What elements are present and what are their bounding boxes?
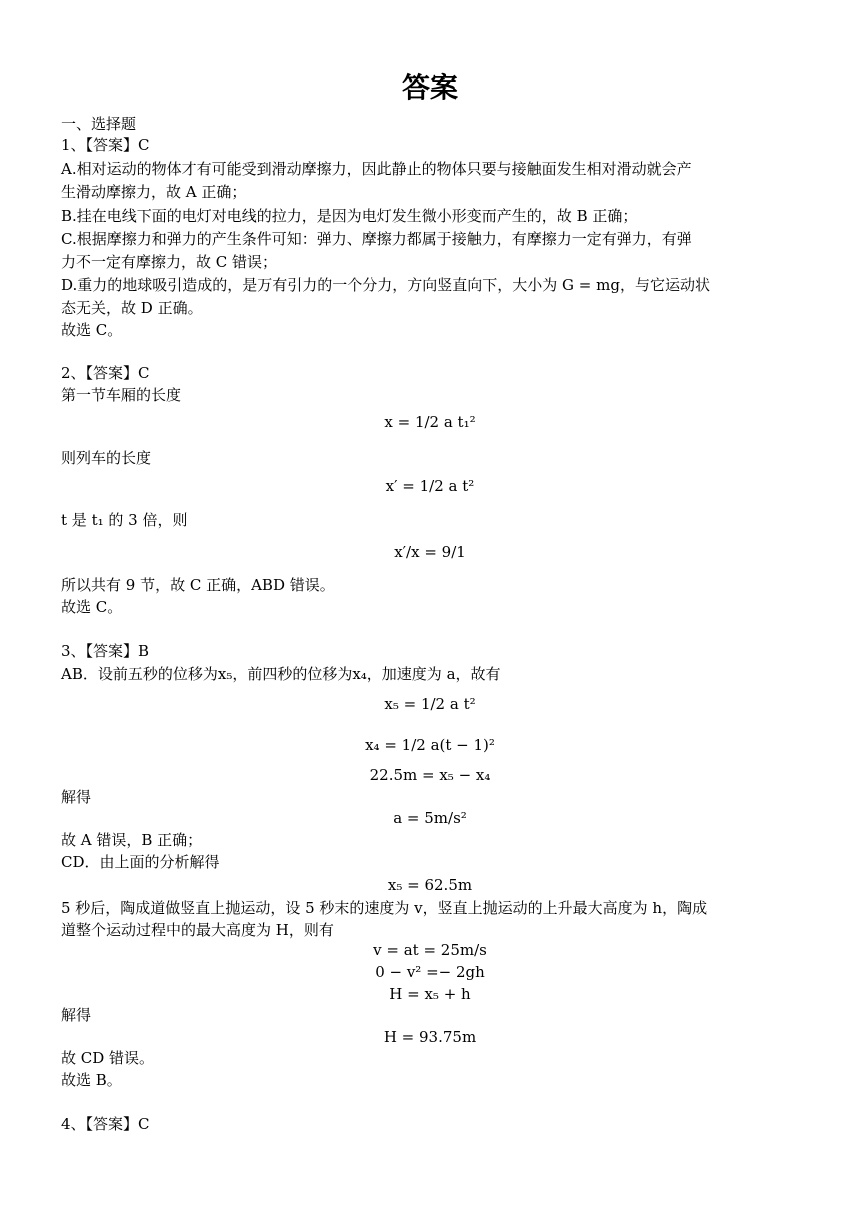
q3-conclusion: 故选 B。	[61, 1071, 122, 1089]
q3-text-6: 道整个运动过程中的最大高度为 H，则有	[61, 921, 334, 939]
q3-text-2: 解得	[61, 788, 92, 806]
q3-text-7: 解得	[61, 1006, 92, 1024]
q2-answer-head: 2、【答案】C	[61, 364, 150, 382]
q1-answer-head: 1、【答案】C	[61, 136, 150, 154]
q2-conclusion: 故选 C。	[61, 598, 123, 616]
q2-text-3: t 是 t₁ 的 3 倍，则	[61, 511, 188, 529]
q2-text-1: 第一节车厢的长度	[61, 386, 182, 404]
q3-equation-5: x₅ = 62.5m	[387, 876, 473, 894]
q3-equation-6: v = at = 25m/s	[373, 941, 487, 959]
q3-text-3: 故 A 错误，B 正确；	[61, 831, 203, 849]
q2-equation-1: x = 1/2 a t₁²	[384, 413, 476, 431]
q2-equation-2: x′ = 1/2 a t²	[385, 477, 475, 495]
q1-option-a-line1: A.相对运动的物体才有可能受到滑动摩擦力，因此静止的物体只要与接触面发生相对滑动就会产	[61, 160, 692, 178]
q1-option-c-line2: 力不一定有摩擦力，故 C 错误；	[61, 253, 278, 271]
q3-equation-9: H = 93.75m	[383, 1028, 477, 1046]
q3-equation-2: x₄ = 1/2 a(t − 1)²	[365, 736, 495, 754]
q2-text-2: 则列车的长度	[61, 449, 152, 467]
q3-text-5: 5 秒后，陶成道做竖直上抛运动，设 5 秒末的速度为 v，竖直上抛运动的上升最大高度为 h，陶成	[61, 899, 708, 917]
q1-option-c-line1: C.根据摩擦力和弹力的产生条件可知：弹力、摩擦力都属于接触力，有摩擦力一定有弹力，有弹	[61, 230, 692, 248]
q3-equation-4: a = 5m/s²	[393, 809, 467, 827]
q1-option-d-line1: D.重力的地球吸引造成的，是万有引力的一个分力，方向竖直向下，大小为 G = mg，与它运动状	[61, 276, 710, 294]
q3-text-1: AB．设前五秒的位移为x₅，前四秒的位移为x₄，加速度为 a，故有	[61, 665, 501, 683]
q1-conclusion: 故选 C。	[61, 321, 123, 339]
q2-text-4: 所以共有 9 节，故 C 正确，ABD 错误。	[61, 576, 335, 594]
page-title: 答案	[401, 71, 458, 104]
q3-text-8: 故 CD 错误。	[61, 1049, 155, 1067]
q1-option-d-line2: 态无关，故 D 正确。	[61, 299, 203, 317]
q3-equation-3: 22.5m = x₅ − x₄	[369, 766, 491, 784]
q4-answer-head: 4、【答案】C	[61, 1115, 150, 1133]
q3-answer-head: 3、【答案】B	[61, 642, 150, 660]
q2-equation-3: x′/x = 9/1	[394, 543, 466, 561]
q3-equation-1: x₅ = 1/2 a t²	[384, 695, 476, 713]
q1-option-b: B.挂在电线下面的电灯对电线的拉力，是因为电灯发生微小形变而产生的，故 B 正确；	[61, 207, 638, 225]
q1-option-a-line2: 生滑动摩擦力，故 A 正确；	[61, 183, 247, 201]
section-heading: 一、选择题	[61, 115, 137, 133]
q3-text-4: CD．由上面的分析解得	[61, 853, 220, 871]
q3-equation-7: 0 − v² =− 2gh	[375, 963, 485, 981]
q3-equation-8: H = x₅ + h	[389, 985, 471, 1003]
